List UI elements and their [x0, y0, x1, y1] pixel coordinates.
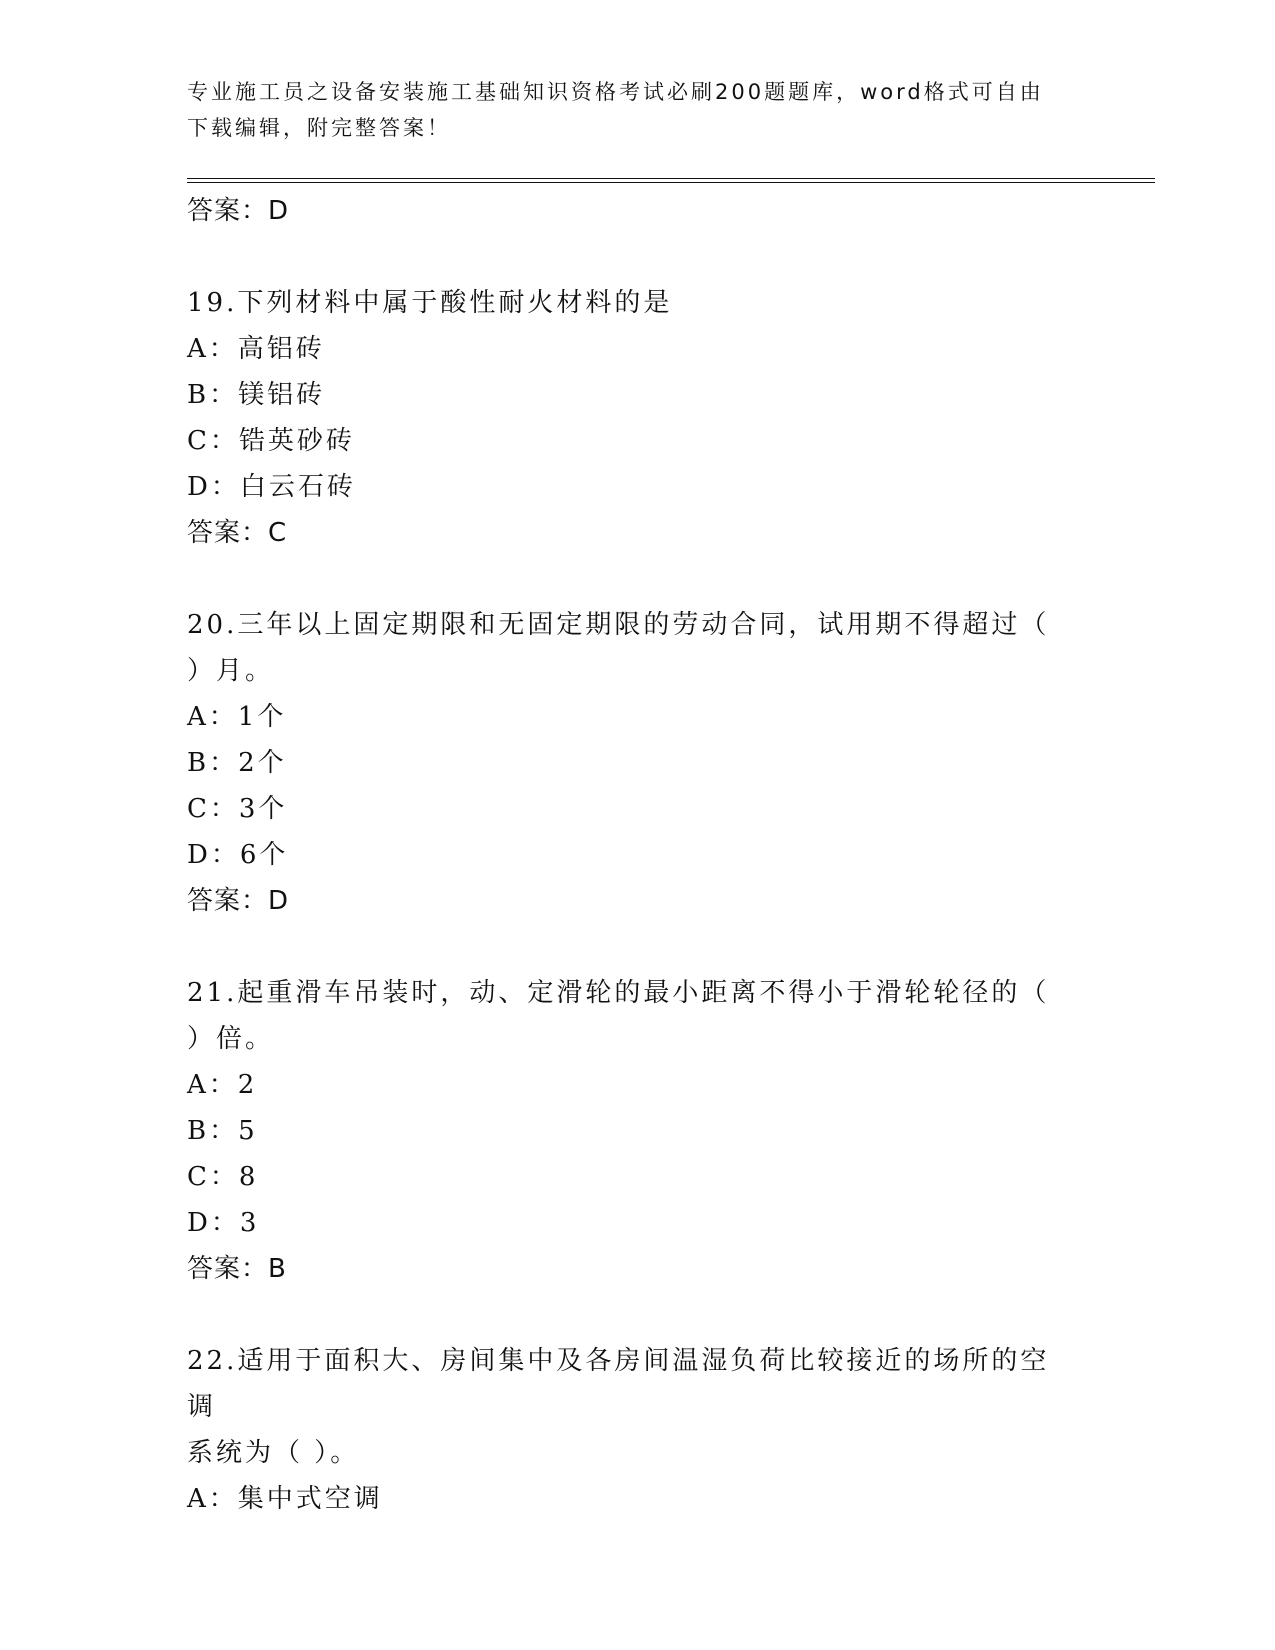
option-b: B：5: [187, 1116, 258, 1146]
question-text-line-1: 21.起重滑车吊装时，动、定滑轮的最小距离不得小于滑轮轮径的（: [187, 978, 1050, 1008]
option-a: A：高铝砖: [187, 334, 325, 364]
option-a: A：集中式空调: [187, 1484, 383, 1514]
option-a: A：1个: [187, 702, 287, 732]
question-21: [187, 970, 1087, 1292]
question-text-line-2: 系统为（ ）。: [187, 1438, 360, 1468]
option-c: C：锆英砂砖: [187, 426, 355, 456]
question-19: [187, 280, 1087, 556]
option-d: D：3: [187, 1208, 260, 1238]
answer-line: 答案：C: [187, 518, 288, 548]
question-20: [187, 602, 1087, 924]
option-c: C：8: [187, 1162, 259, 1192]
question-text: 19.下列材料中属于酸性耐火材料的是: [187, 288, 673, 318]
question-list: [187, 188, 1087, 1522]
question-text-line-2: ）月。: [187, 656, 275, 686]
spacer: [187, 924, 1087, 970]
spacer: [187, 234, 1087, 280]
header-line-2: 下载编辑，附完整答案！: [187, 116, 451, 140]
spacer: [187, 1292, 1087, 1338]
question-text-line-1: 20.三年以上固定期限和无固定期限的劳动合同，试用期不得超过（: [187, 610, 1050, 640]
header-line-1: 专业施工员之设备安装施工基础知识资格考试必刷200题题库，word格式可自由: [187, 80, 1044, 104]
question-22: [187, 1338, 1087, 1522]
option-b: B：镁铝砖: [187, 380, 326, 410]
option-a: A：2: [187, 1070, 258, 1100]
option-c: C：3个: [187, 794, 288, 824]
question-text-line-2: ）倍。: [187, 1024, 275, 1054]
document-header: [187, 74, 1087, 146]
option-d: D：6个: [187, 840, 289, 870]
answer-line: 答案：D: [187, 196, 290, 226]
answer-line: 答案：D: [187, 886, 290, 916]
spacer: [187, 556, 1087, 602]
header-divider-top: [187, 178, 1155, 179]
header-divider-bottom: [187, 182, 1155, 183]
option-b: B：2个: [187, 748, 287, 778]
question-text-line-1: 22.适用于面积大、房间集中及各房间温湿负荷比较接近的场所的空调: [187, 1346, 1050, 1422]
answer-line: 答案：B: [187, 1254, 287, 1284]
option-d: D：白云石砖: [187, 472, 356, 502]
